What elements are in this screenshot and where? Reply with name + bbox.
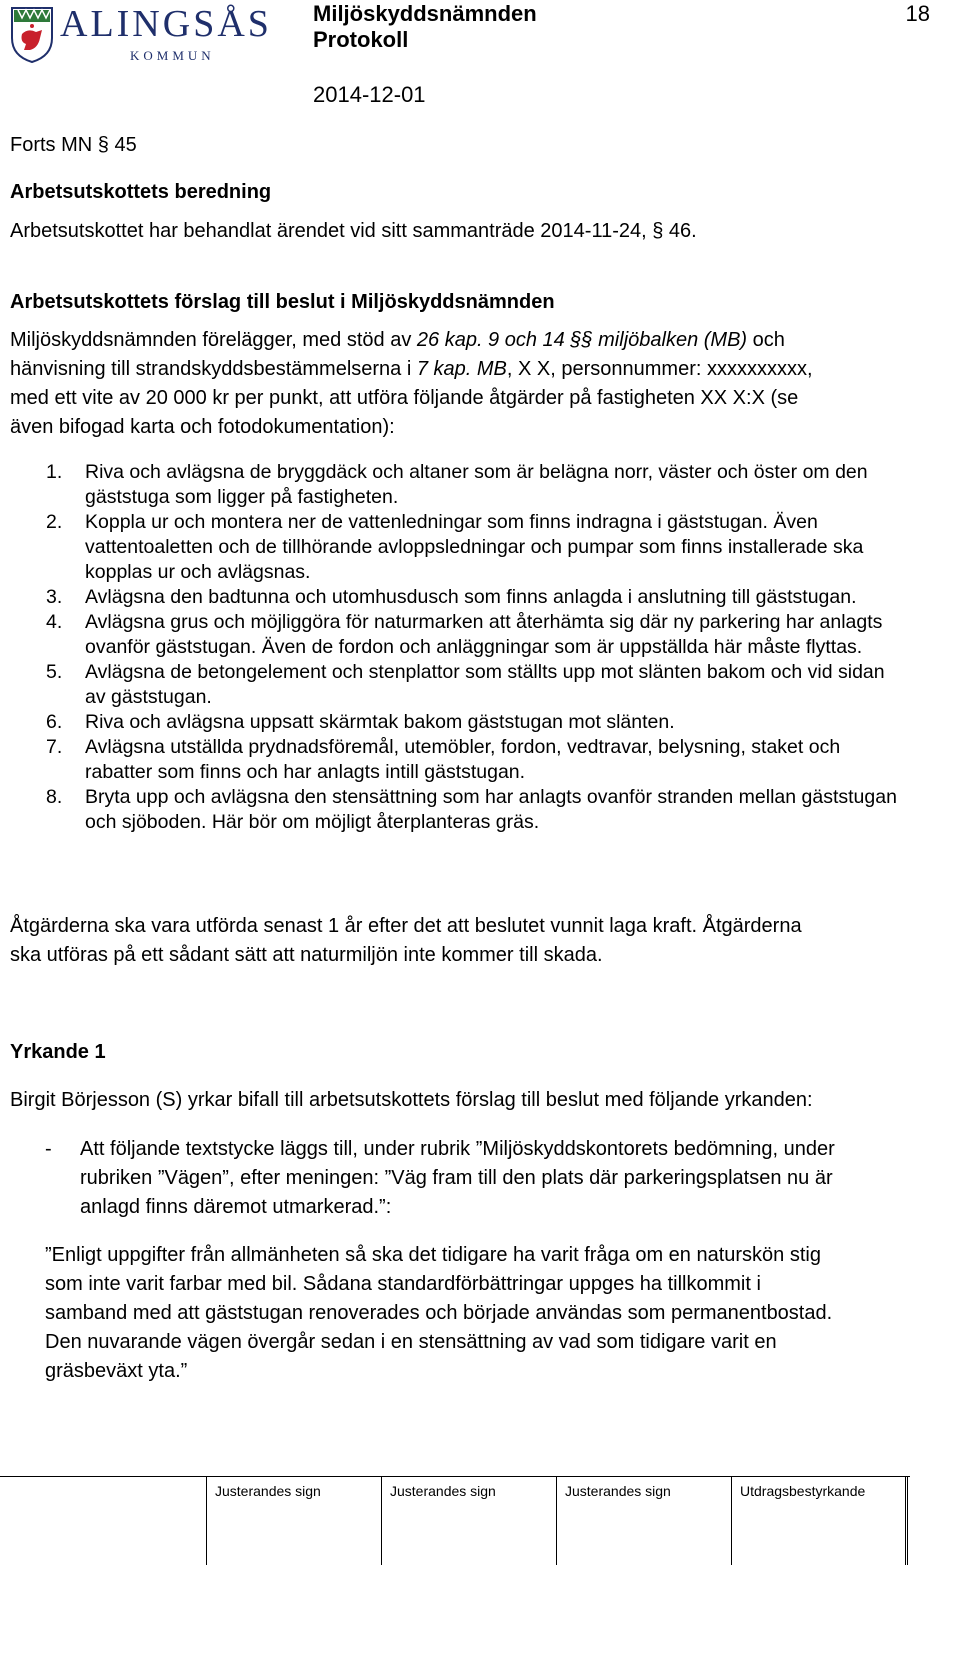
list-number: 4. <box>46 611 63 633</box>
bullet-line-1: Att följande textstycke läggs till, under rubrik ”Miljöskyddskontorets bedömning, under <box>80 1138 835 1160</box>
signature-box-3 <box>556 1476 731 1565</box>
quote-line-2: som inte varit farbar med bil. Sådana standardförbättringar uppges ha tillkommit i <box>45 1273 761 1295</box>
list-item <box>10 460 910 510</box>
list-item <box>10 660 910 710</box>
list-number: 3. <box>46 586 63 608</box>
meeting-date: 2014-12-01 <box>313 82 426 107</box>
law-reference: 7 kap. MB <box>416 358 507 380</box>
yrkande-intro: Birgit Börjesson (S) yrkar bifall till arbetsutskottets förslag till beslut med följande yrkanden: <box>10 1089 813 1111</box>
quote-line-1: ”Enligt uppgifter från allmänheten så ska det tidigare ha varit fråga om en naturskön stig <box>45 1244 821 1266</box>
coat-of-arms-icon <box>10 4 54 64</box>
bullet-line-3: anlagd finns däremot utmarkerad.”: <box>80 1196 392 1218</box>
list-number: 2. <box>46 511 63 533</box>
forslag-text: Miljöskyddsnämnden förelägger, med stöd av <box>10 329 417 351</box>
forslag-heading: Arbetsutskottets förslag till beslut i Miljöskyddsnämnden <box>10 291 555 313</box>
list-number: 5. <box>46 661 63 683</box>
list-text: Avlägsna grus och möjliggöra för naturmarken att återhämta sig där ny parkering har anlagts ovanför gäststugan. Även de fordon och anläggningar som är uppställda här måste flyttas. <box>85 611 883 658</box>
list-number: 6. <box>46 711 63 733</box>
signature-box-2 <box>381 1476 556 1565</box>
deadline-line-1: Åtgärderna ska vara utförda senast 1 år efter det att beslutet vunnit laga kraft. Åtgärderna <box>10 915 802 937</box>
signature-box-1 <box>206 1476 381 1565</box>
beredning-text: Arbetsutskottet har behandlat ärendet vid sitt sammanträde 2014-11-24, § 46. <box>10 220 697 242</box>
list-text: Avlägsna de betongelement och stenplattor som ställts upp mot slänten bakom och vid sidan av gäststugan. <box>85 661 885 708</box>
list-text: Bryta upp och avlägsna den stensättning som har anlagts ovanför stranden mellan gäststugan och sjöboden. Här bör om möjligt återplanteras gräs. <box>85 786 897 833</box>
list-text: Koppla ur och montera ner de vattenledningar som finns indragna i gäststugan. Även vattentoaletten och de tillhörande avloppsledningar och pumpar som finns installerade ska kopplas ur och avlägsnas. <box>85 511 864 583</box>
beredning-heading: Arbetsutskottets beredning <box>10 181 272 203</box>
section-reference: Forts MN § 45 <box>10 134 137 156</box>
list-number: 7. <box>46 736 63 758</box>
list-text: Avlägsna den badtunna och utomhusdusch som finns anlagda i anslutning till gäststugan. <box>85 586 857 608</box>
law-reference: 26 kap. 9 och 14 §§ miljöbalken (MB) <box>416 329 748 351</box>
page-number: 18 <box>905 1 930 26</box>
list-number: 1. <box>46 461 63 483</box>
certification-box <box>731 1476 907 1565</box>
list-item <box>10 735 910 785</box>
forslag-line-2 <box>10 355 813 384</box>
signature-label: Justerandes sign <box>390 1483 496 1499</box>
certification-label: Utdragsbestyrkande <box>740 1483 866 1499</box>
list-number: 8. <box>46 786 63 808</box>
action-list <box>10 460 910 835</box>
committee-name: Miljöskyddsnämnden <box>313 1 537 26</box>
forslag-line-4: även bifogad karta och fotodokumentation): <box>10 416 395 438</box>
forslag-line-1 <box>10 326 785 355</box>
list-item <box>10 710 910 735</box>
deadline-line-2: ska utföras på ett sådant sätt att naturmiljön inte kommer till skada. <box>10 944 603 966</box>
forslag-text: hänvisning till strandskyddsbestämmelserna i <box>10 358 417 380</box>
signature-label: Justerandes sign <box>215 1483 321 1499</box>
list-item <box>10 510 910 585</box>
list-text: Riva och avlägsna uppsatt skärmtak bakom gäststugan mot slänten. <box>85 711 675 733</box>
quote-line-5: gräsbeväxt yta.” <box>45 1360 188 1382</box>
quote-line-3: samband med att gäststugan renoverades och började användas som permanentbostad. <box>45 1302 833 1324</box>
quote-line-4: Den nuvarande vägen övergår sedan i en stensättning av vad som tidigare varit en <box>45 1331 777 1353</box>
yrkande-heading: Yrkande 1 <box>10 1041 106 1063</box>
list-item <box>10 610 910 660</box>
forslag-line-3: med ett vite av 20 000 kr per punkt, att utföra följande åtgärder på fastigheten XX X:X (se <box>10 387 799 409</box>
list-item <box>10 585 910 610</box>
forslag-text: och <box>747 329 785 351</box>
document-type: Protokoll <box>313 27 409 52</box>
bullet-line-2: rubriken ”Vägen”, efter meningen: ”Väg fram till den plats där parkeringsplatsen nu är <box>80 1167 833 1189</box>
signature-label: Justerandes sign <box>565 1483 671 1499</box>
forslag-text: , X X, personnummer: xxxxxxxxxx, <box>506 358 813 380</box>
list-text: Riva och avlägsna de bryggdäck och altaner som är belägna norr, väster och öster om den gäststuga som ligger på fastigheten. <box>85 461 868 508</box>
municipality-logo <box>10 2 290 66</box>
logo-wordmark: ALINGSÅS <box>60 3 272 45</box>
list-item <box>10 785 910 835</box>
list-text: Avlägsna utställda prydnadsföremål, utemöbler, fordon, vedtravar, belysning, staket och rabatter som finns och har anlagts intill gäststugan. <box>85 736 841 783</box>
bullet-dash: - <box>45 1138 52 1160</box>
logo-subtitle: KOMMUN <box>130 48 215 63</box>
